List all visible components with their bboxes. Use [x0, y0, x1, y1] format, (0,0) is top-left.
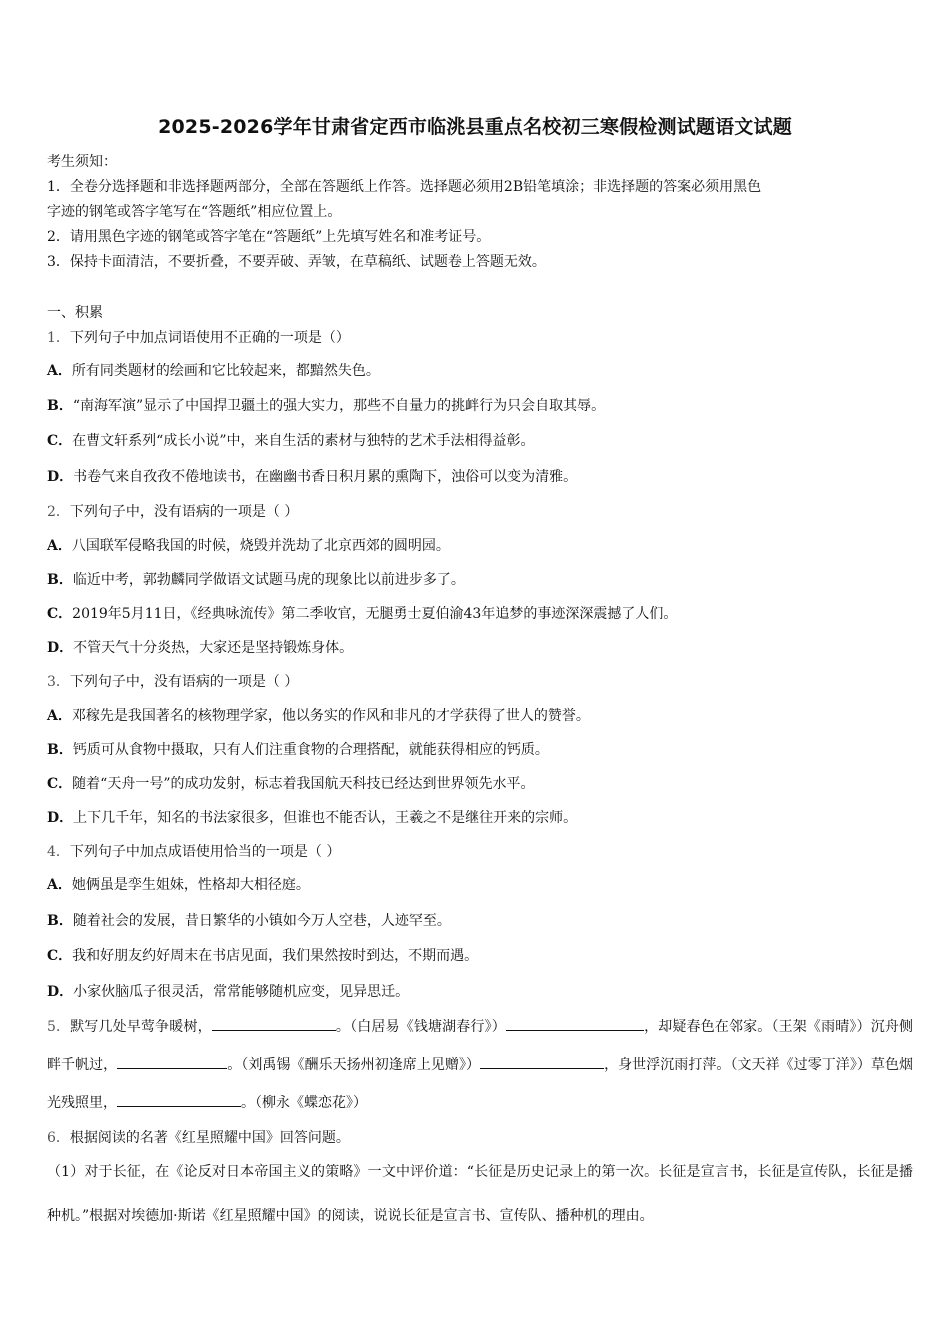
option-text: 随着“天舟一号”的成功发射，标志着我国航天科技已经达到世界领先水平。: [72, 776, 535, 792]
notice-item: 1．全卷分选择题和非选择题两部分，全部在答题纸上作答。选择题必须用2B铅笔填涂；非选择题的答案必须用黑色: [47, 179, 762, 195]
question-2-option-b: [47, 569, 917, 589]
question-6-stem: [47, 1127, 917, 1147]
question-4-option-b: [47, 910, 917, 930]
notice-item: 2．请用黑色字迹的钢笔或答字笔在“答题纸”上先填写姓名和准考证号。: [47, 229, 491, 245]
notice-block: [47, 150, 912, 275]
question-text: ，身世浮沉雨打萍。（文天祥《过零丁洋》）草色烟光残照里，: [47, 1057, 914, 1111]
question-4-option-d: [47, 981, 917, 1001]
question-text: 。（刘禹锡《酬乐天扬州初逢席上见赠》）: [227, 1057, 481, 1073]
option-label: A．: [47, 538, 72, 554]
option-label: C．: [47, 606, 73, 622]
option-label: A．: [47, 877, 72, 893]
question-number: 6．: [47, 1130, 70, 1146]
question-number: 2．: [47, 504, 70, 520]
question-number: 5．: [47, 1019, 71, 1035]
question-2-option-a: [47, 535, 917, 555]
option-text: 随着社会的发展，昔日繁华的小镇如今万人空巷，人迹罕至。: [72, 913, 451, 929]
option-label: C．: [47, 433, 73, 449]
question-3-option-d: [47, 807, 917, 827]
option-text: 书卷气来自孜孜不倦地读书，在幽幽书香日积月累的熏陶下，浊俗可以变为清雅。: [73, 469, 578, 485]
question-4-option-c: [47, 945, 917, 965]
option-text: 钙质可从食物中摄取，只有人们注重食物的合理搭配，就能获得相应的钙质。: [72, 742, 549, 758]
option-label: D．: [47, 640, 74, 656]
question-5: [47, 1008, 913, 1122]
notice-heading: 考生须知：: [47, 154, 117, 170]
option-text: 我和好朋友约好周末在书店见面，我们果然按时到达，不期而遇。: [72, 948, 479, 964]
question-1-option-c: [47, 430, 917, 450]
option-text: 在曹文轩系列“成长小说”中，来自生活的素材与独特的艺术手法相得益彰。: [72, 433, 535, 449]
option-label: B．: [47, 913, 73, 929]
option-text: 八国联军侵略我国的时候，烧毁并洗劫了北京西郊的圆明园。: [71, 538, 450, 554]
question-text: ，却疑春色在邻家。（王架《雨晴》）沉舟侧畔千帆过，: [47, 1019, 913, 1073]
question-text: 默写几处早莺争暖树，: [70, 1019, 212, 1035]
option-label: A．: [47, 708, 72, 724]
option-label: C．: [47, 948, 73, 964]
answer-blank[interactable]: [506, 1015, 644, 1031]
option-text: 她俩虽是孪生姐妹，性格却大相径庭。: [71, 877, 310, 893]
question-text: 下列句子中，没有语病的一项是（ ）: [69, 504, 299, 520]
question-number: 3．: [47, 674, 70, 690]
question-text: 根据阅读的名著《红星照耀中国》回答问题。: [69, 1130, 350, 1146]
option-text: 临近中考，郭勃麟同学做语文试题马虎的现象比以前进步多了。: [72, 572, 465, 588]
question-2-stem: [47, 501, 917, 521]
question-1-stem: [47, 327, 917, 347]
option-text: 小家伙脑瓜子很灵活，常常能够随机应变，见异思迁。: [73, 984, 410, 1000]
question-1-option-a: [47, 360, 917, 380]
question-3-option-c: [47, 773, 917, 793]
page-title: 2025-2026学年甘肃省定西市临洮县重点名校初三寒假检测试题语文试题: [158, 116, 792, 138]
option-text: 邓稼先是我国著名的核物理学家，他以务实的作风和非凡的才学获得了世人的赞誉。: [71, 708, 590, 724]
notice-item: 字迹的钢笔或答字笔写在“答题纸”相应位置上。: [47, 204, 342, 220]
question-6-sub-1: （1）对于长征，在《论反对日本帝国主义的策略》一文中评价道：“长征是历史记录上的第一次。长征是宣言书，长征是宣传队，长征是播种机。”根据对埃德加·斯诺《红星照耀中国》的阅读，说说长征是宣言书、宣传队、播种机的理由。: [47, 1164, 913, 1224]
option-label: C．: [47, 776, 73, 792]
question-3-stem: [47, 671, 917, 691]
question-number: 1．: [47, 330, 70, 346]
section-heading: 一、积累: [47, 305, 103, 321]
question-3-option-b: [47, 739, 917, 759]
question-4-stem: [47, 841, 917, 861]
option-label: B．: [47, 572, 73, 588]
option-text: “南海军演”显示了中国捍卫疆土的强大实力，那些不自量力的挑衅行为只会自取其辱。: [72, 398, 606, 414]
option-text: 所有同类题材的绘画和它比较起来，都黯然失色。: [71, 363, 380, 379]
question-text: 下列句子中加点成语使用恰当的一项是（ ）: [69, 844, 341, 860]
option-label: D．: [47, 810, 74, 826]
question-text: 下列句子中加点词语使用不正确的一项是（）: [69, 330, 350, 346]
option-label: B．: [47, 742, 73, 758]
option-text: 上下几千年，知名的书法家很多，但谁也不能否认，王羲之不是继往开来的宗师。: [73, 810, 578, 826]
answer-blank[interactable]: [117, 1091, 241, 1107]
question-text: 下列句子中，没有语病的一项是（ ）: [69, 674, 299, 690]
question-2-option-c: [47, 603, 917, 623]
question-3-option-a: [47, 705, 917, 725]
question-1-option-d: [47, 466, 917, 486]
question-text: 。（柳永《蝶恋花》）: [241, 1095, 367, 1111]
option-label: B．: [47, 398, 73, 414]
answer-blank[interactable]: [212, 1015, 336, 1031]
option-label: A．: [47, 363, 72, 379]
answer-blank[interactable]: [117, 1053, 227, 1069]
question-text: 。（白居易《钱塘湖春行》）: [335, 1019, 506, 1035]
option-text: 不管天气十分炎热，大家还是坚持锻炼身体。: [73, 640, 354, 656]
option-label: D．: [47, 984, 74, 1000]
question-2-option-d: [47, 637, 917, 657]
option-label: D．: [47, 469, 74, 485]
question-1-option-b: [47, 395, 917, 415]
notice-item: 3．保持卡面清洁，不要折叠，不要弄破、弄皱，在草稿纸、试题卷上答题无效。: [47, 254, 546, 270]
answer-blank[interactable]: [480, 1053, 604, 1069]
option-text: 2019年5月11日，《经典咏流传》第二季收官，无腿勇士夏伯渝43年追梦的事迹深深震撼了人们。: [72, 606, 678, 622]
question-4-option-a: [47, 874, 917, 894]
question-number: 4．: [47, 844, 70, 860]
